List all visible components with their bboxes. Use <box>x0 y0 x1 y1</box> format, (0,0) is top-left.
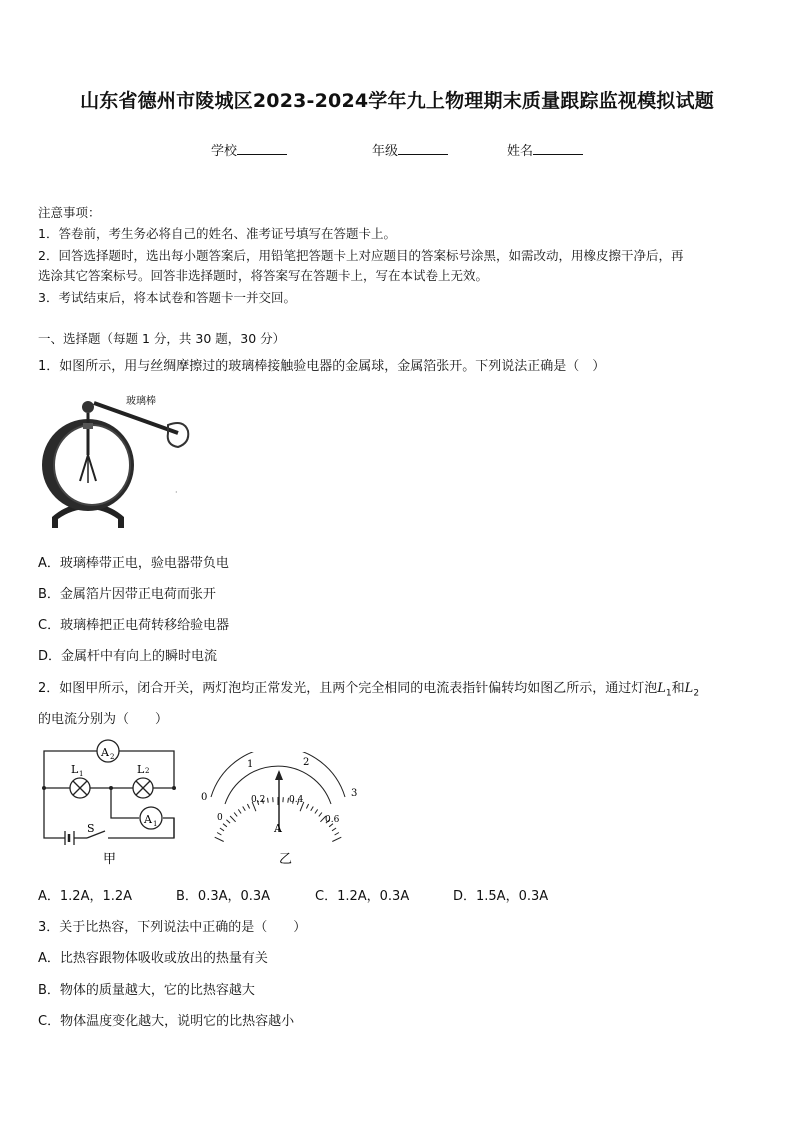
ammeter-dial <box>193 752 365 867</box>
dial-tick <box>234 813 237 817</box>
dial-tick <box>335 833 339 836</box>
circuit-caption: 甲 <box>103 852 117 867</box>
q1-option-c[interactable]: C．玻璃棒把正电荷转移给验电器 <box>38 618 230 633</box>
q1-option-b[interactable]: B．金属箔片因带正电荷而张开 <box>38 587 216 602</box>
q3-option-b[interactable]: B．物体的质量越大，它的比热容越大 <box>38 983 255 998</box>
lamp-l1-symbol: L <box>657 681 666 696</box>
dial-tick <box>306 804 308 809</box>
glass-rod-label: 玻璃棒 <box>126 396 156 407</box>
needle-unit-label: A <box>274 822 282 835</box>
note-item: 2．回答选择题时，选出每小题答案后，用铅笔把答题卡上对应题目的答案标号涂黑，如需改动，用橡皮擦干净后，再 <box>38 248 684 263</box>
school-field <box>211 140 287 159</box>
q2-stem-part-a: 2．如图甲所示，闭合开关，两灯泡均正常发光，且两个完全相同的电流表指针偏转均如图乙所示，通过灯泡 <box>38 681 658 696</box>
dial-tick <box>247 804 249 809</box>
ammeter-a2-label: A <box>101 746 109 759</box>
lamp-l2-label: L <box>137 763 145 776</box>
q2-option-d[interactable]: D．1.5A，0.3A <box>453 889 549 904</box>
lamp-l2-subscript: 2 <box>693 688 700 699</box>
school-label: 学校 <box>211 144 238 159</box>
outer-tick-label: 3 <box>351 788 358 799</box>
name-blank <box>533 143 583 155</box>
circuit-diagram <box>38 738 183 868</box>
dial-tick <box>243 807 246 811</box>
inner-tick-label: 0 <box>217 813 223 823</box>
dial-tick <box>332 828 336 831</box>
ammeter-a2-subscript: 2 <box>110 753 115 761</box>
ammeter-a1-subscript: 1 <box>153 820 158 828</box>
note-item: 选涂其它答案标号。回答非选择题时，将答案写在答题卡上，写在本试卷上无效。 <box>38 268 489 283</box>
lamp-l2-symbol: L <box>684 681 694 696</box>
dial-tick <box>332 837 341 841</box>
dial-tick <box>315 809 318 813</box>
q2-option-b[interactable]: B．0.3A，0.3A <box>176 889 271 904</box>
lamp-l1-label: L <box>71 763 79 776</box>
q2-and: 和 <box>671 681 685 696</box>
q2-option-c[interactable]: C．1.2A，0.3A <box>315 889 410 904</box>
note-item: 1．答卷前，考生务必将自己的姓名、准考证号填写在答题卡上。 <box>38 226 396 241</box>
section-heading: 一、选择题（每题 1 分，共 30 题，30 分） <box>38 331 286 346</box>
dial-tick <box>238 809 241 813</box>
outer-tick-label: 1 <box>247 759 254 770</box>
lamp-l2-label-subscript: 2 <box>145 767 150 775</box>
name-label: 姓名 <box>507 144 534 159</box>
q3-option-c[interactable]: C．物体温度变化越大，说明它的比热容越小 <box>38 1014 295 1029</box>
q1-option-a[interactable]: A．玻璃棒带正电，验电器带负电 <box>38 556 229 571</box>
question-1-stem: 1．如图所示，用与丝绸摩擦过的玻璃棒接触验电器的金属球，金属箔张开。下列说法正确是（ ） <box>38 359 606 374</box>
dial-tick <box>223 824 227 827</box>
notes-heading: 注意事项： <box>38 205 101 220</box>
outer-tick-label: 0 <box>201 792 208 803</box>
grade-label: 年级 <box>372 144 399 159</box>
dial-tick <box>215 837 224 841</box>
inner-tick-label: 0.4 <box>289 795 304 805</box>
svg-text:·: · <box>175 488 178 497</box>
inner-tick-label: 0.6 <box>325 815 340 825</box>
inner-tick-label: 0.2 <box>251 795 266 805</box>
electroscope-figure <box>38 385 198 535</box>
grade-blank <box>398 143 448 155</box>
grade-field <box>372 140 448 159</box>
ammeter-a1-label: A <box>144 813 152 826</box>
switch-label: S <box>87 822 95 835</box>
dial-tick <box>226 820 230 823</box>
q3-option-a[interactable]: A．比热容跟物体吸收或放出的热量有关 <box>38 951 268 966</box>
name-field <box>507 140 583 159</box>
question-2-stem <box>38 677 699 699</box>
q1-option-d[interactable]: D．金属杆中有向上的瞬时电流 <box>38 649 218 664</box>
meter-caption: 乙 <box>279 852 293 867</box>
question-3-stem: 3．关于比热容，下列说法中正确的是（ ） <box>38 920 307 935</box>
lamp-l1-subscript: 1 <box>665 688 672 699</box>
q2-option-a[interactable]: A．1.2A，1.2A <box>38 889 133 904</box>
lamp-l1-label-subscript: 1 <box>79 770 84 778</box>
outer-tick-label: 2 <box>303 757 310 768</box>
school-blank <box>237 143 287 155</box>
dial-tick <box>311 807 314 811</box>
page-title: 山东省德州市陵城区2023-2024学年九上物理期末质量跟踪监视模拟试题 <box>80 90 714 112</box>
dial-tick <box>230 816 236 822</box>
dial-tick <box>268 798 269 803</box>
dial-tick <box>319 813 322 817</box>
dial-tick <box>217 833 221 836</box>
question-2-stem-b: 的电流分别为（ ） <box>38 712 169 727</box>
dial-tick <box>220 828 224 831</box>
note-item: 3．考试结束后，将本试卷和答题卡一并交回。 <box>38 290 296 305</box>
